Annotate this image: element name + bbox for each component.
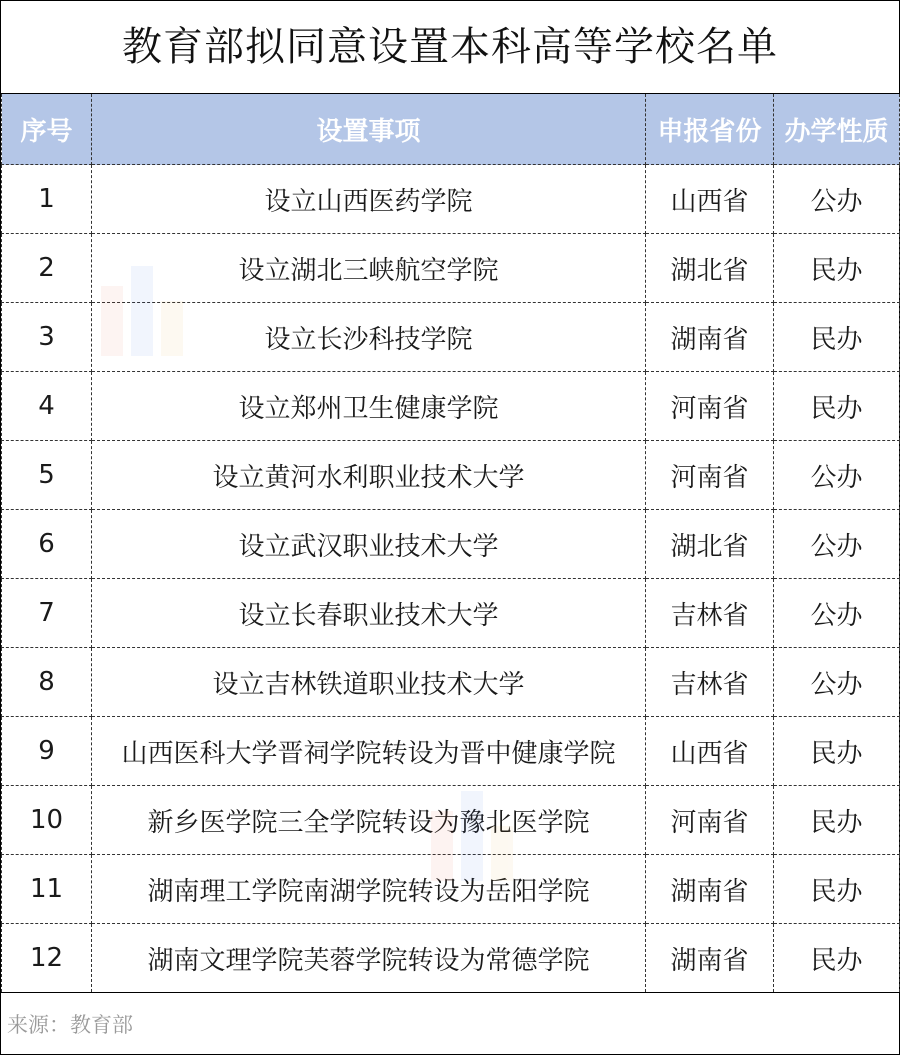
row-item: 山西医科大学晋祠学院转设为晋中健康学院: [92, 717, 646, 786]
row-number: 7: [2, 579, 92, 648]
header-nature: 办学性质: [774, 94, 900, 165]
row-item: 设立吉林铁道职业技术大学: [92, 648, 646, 717]
row-province: 湖南省: [646, 855, 774, 924]
row-number: 2: [2, 234, 92, 303]
row-number: 3: [2, 303, 92, 372]
row-number: 8: [2, 648, 92, 717]
row-nature: 民办: [774, 924, 900, 993]
row-nature: 公办: [774, 579, 900, 648]
source-note: 来源：教育部: [7, 1013, 133, 1037]
table-row: [2, 234, 900, 303]
table-row: [2, 579, 900, 648]
table-header-row: [2, 94, 900, 165]
row-province: 河南省: [646, 786, 774, 855]
row-number: 12: [2, 924, 92, 993]
table-row: [2, 441, 900, 510]
row-province: 山西省: [646, 165, 774, 234]
row-province: 湖南省: [646, 303, 774, 372]
row-province: 吉林省: [646, 579, 774, 648]
row-nature: 民办: [774, 717, 900, 786]
row-number: 6: [2, 510, 92, 579]
table-row: [2, 510, 900, 579]
row-item: 湖南理工学院南湖学院转设为岳阳学院: [92, 855, 646, 924]
table-row: [2, 303, 900, 372]
header-province: 申报省份: [646, 94, 774, 165]
table-row: [2, 717, 900, 786]
table-row: [2, 786, 900, 855]
schools-table: [1, 93, 900, 993]
row-province: 湖北省: [646, 234, 774, 303]
row-province: 湖南省: [646, 924, 774, 993]
row-item: 设立山西医药学院: [92, 165, 646, 234]
row-nature: 民办: [774, 786, 900, 855]
row-nature: 公办: [774, 441, 900, 510]
row-province: 湖北省: [646, 510, 774, 579]
table-row: [2, 855, 900, 924]
row-item: 湖南文理学院芙蓉学院转设为常德学院: [92, 924, 646, 993]
row-item: 设立郑州卫生健康学院: [92, 372, 646, 441]
row-item: 设立黄河水利职业技术大学: [92, 441, 646, 510]
table-body: [2, 165, 900, 993]
row-item: 设立武汉职业技术大学: [92, 510, 646, 579]
row-nature: 公办: [774, 648, 900, 717]
header-item: 设置事项: [92, 94, 646, 165]
row-number: 11: [2, 855, 92, 924]
row-province: 吉林省: [646, 648, 774, 717]
table-row: [2, 924, 900, 993]
table-row: [2, 165, 900, 234]
row-number: 10: [2, 786, 92, 855]
row-nature: 民办: [774, 303, 900, 372]
row-nature: 民办: [774, 372, 900, 441]
page-title: 教育部拟同意设置本科高等学校名单: [122, 24, 778, 70]
row-number: 1: [2, 165, 92, 234]
row-province: 河南省: [646, 372, 774, 441]
row-number: 4: [2, 372, 92, 441]
row-number: 9: [2, 717, 92, 786]
row-item: 设立湖北三峡航空学院: [92, 234, 646, 303]
row-item: 设立长春职业技术大学: [92, 579, 646, 648]
row-province: 河南省: [646, 441, 774, 510]
row-item: 设立长沙科技学院: [92, 303, 646, 372]
row-number: 5: [2, 441, 92, 510]
row-province: 山西省: [646, 717, 774, 786]
header-number: 序号: [2, 94, 92, 165]
table-row: [2, 648, 900, 717]
row-nature: 公办: [774, 510, 900, 579]
row-nature: 民办: [774, 234, 900, 303]
row-nature: 民办: [774, 855, 900, 924]
row-item: 新乡医学院三全学院转设为豫北医学院: [92, 786, 646, 855]
table-row: [2, 372, 900, 441]
row-nature: 公办: [774, 165, 900, 234]
